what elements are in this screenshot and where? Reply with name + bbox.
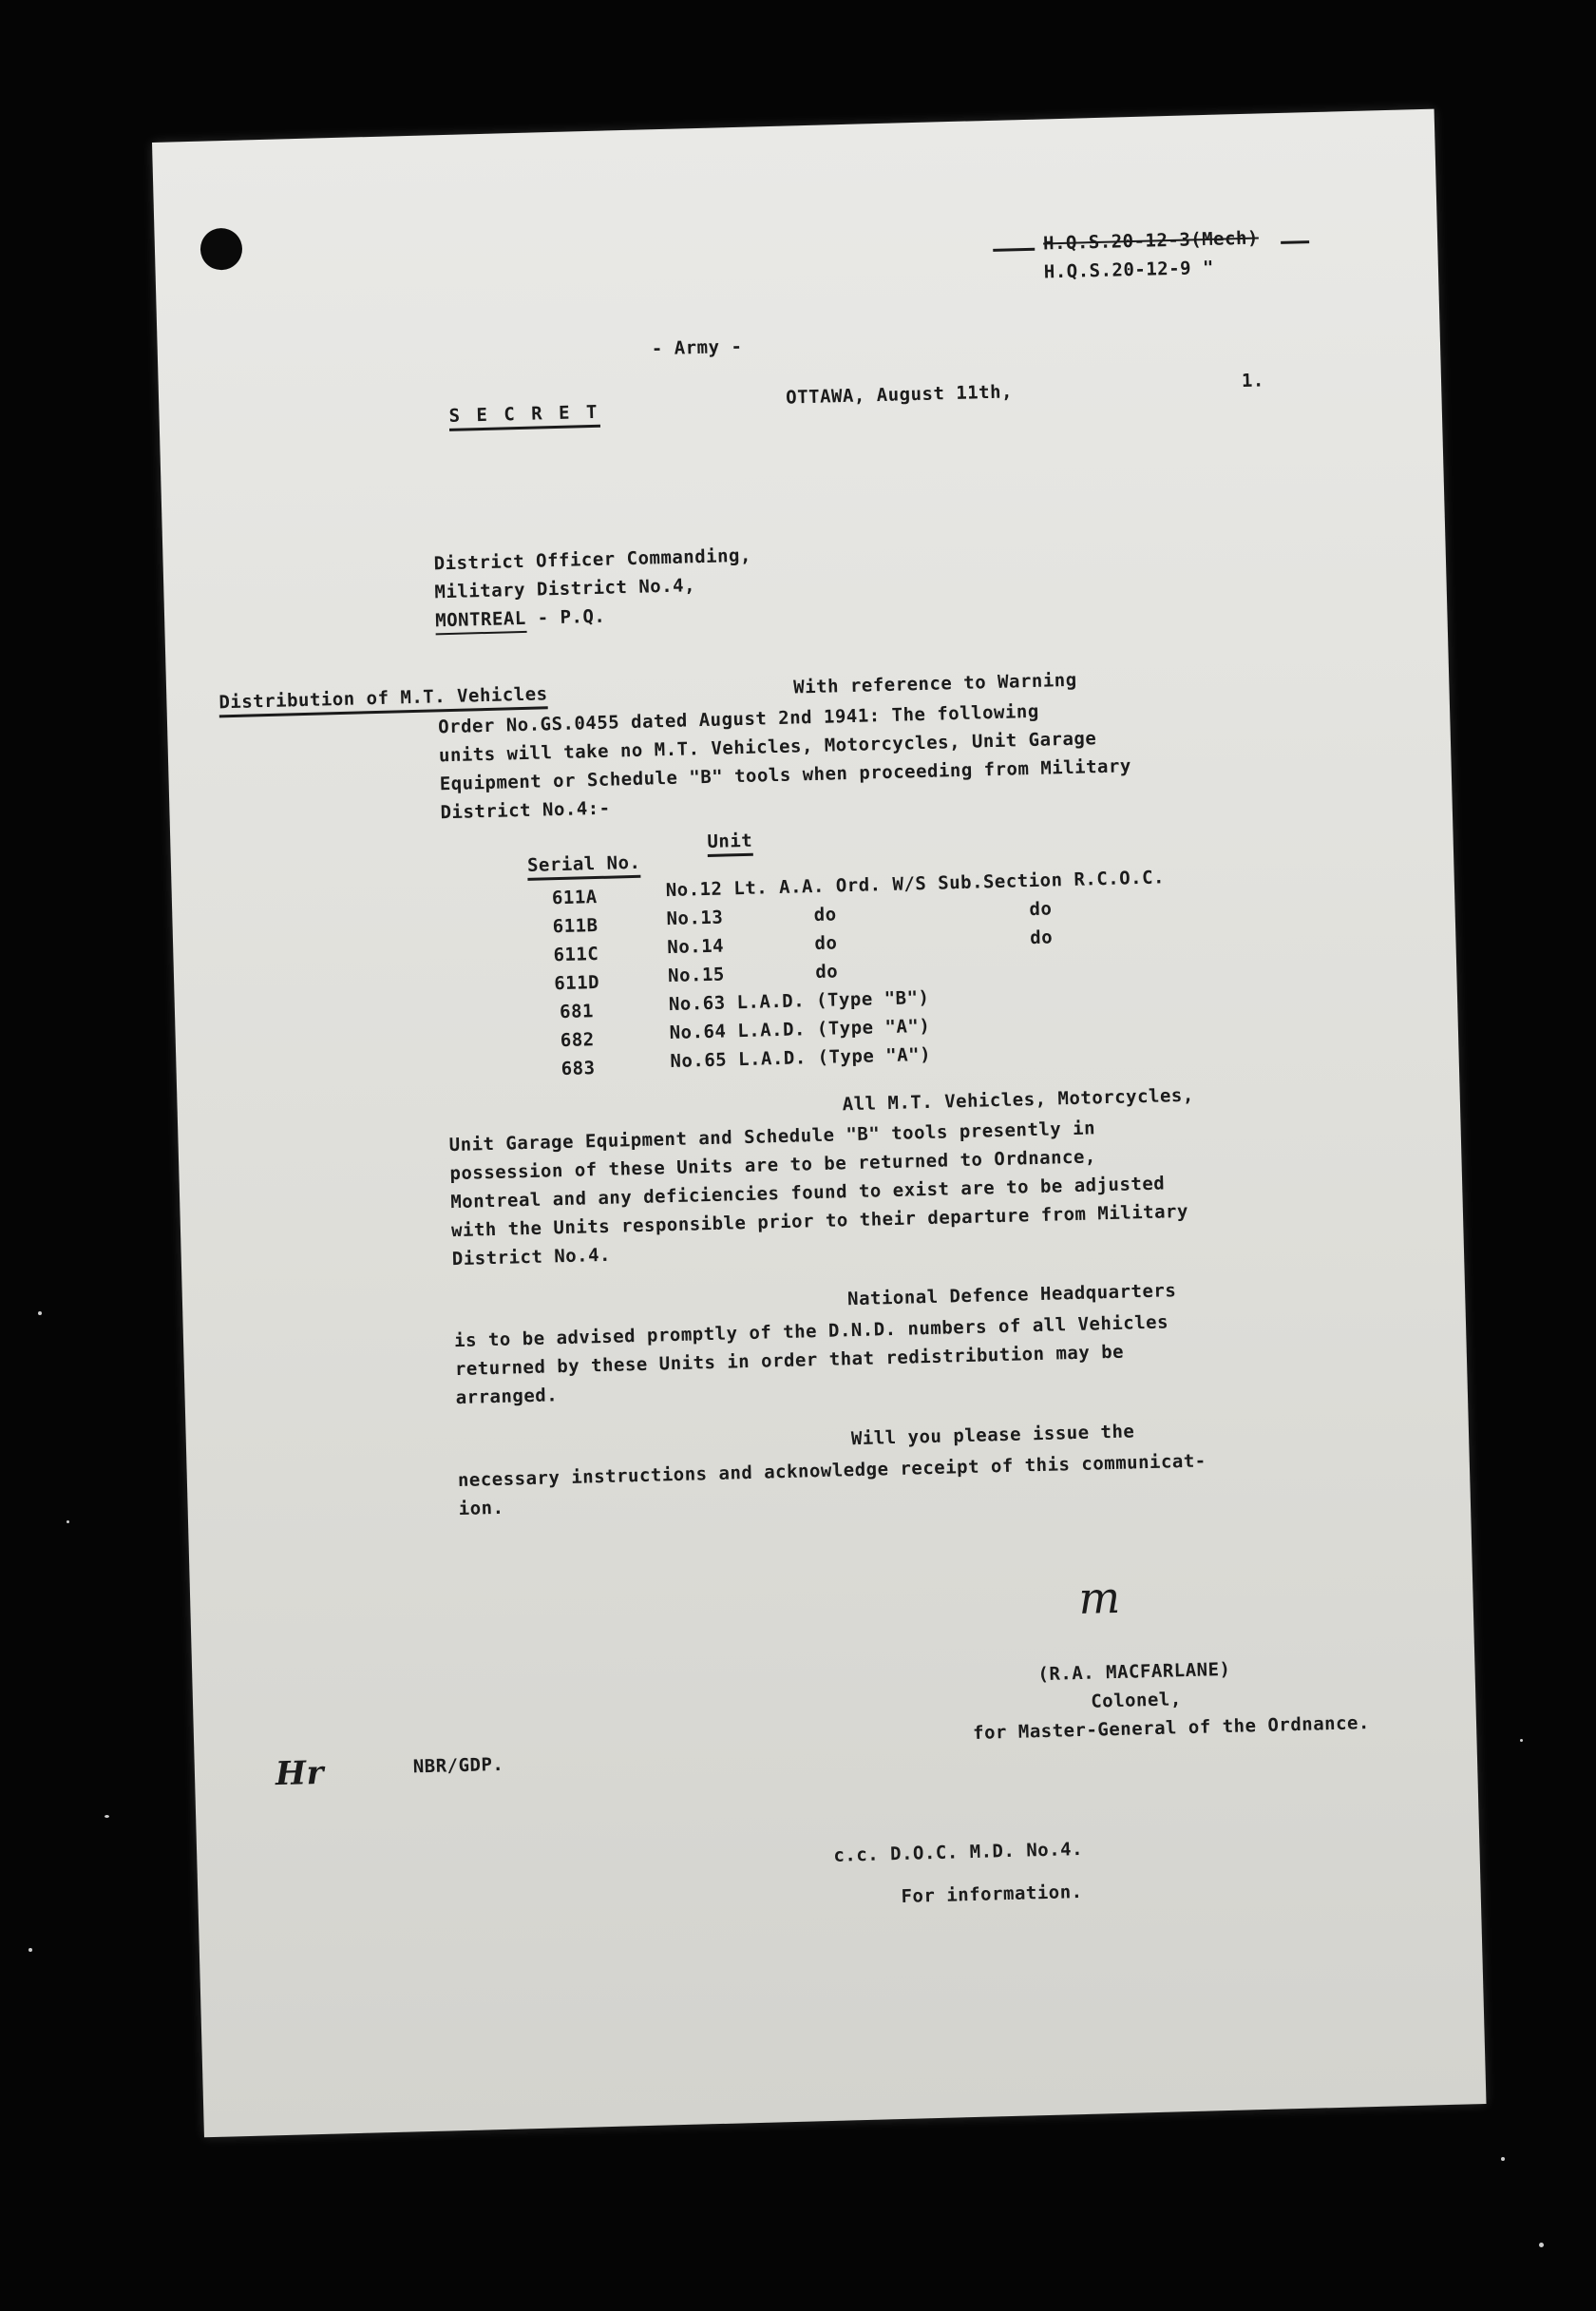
dust-speck xyxy=(104,1815,109,1818)
dust-speck xyxy=(66,1520,69,1523)
table-row-serial: 683 xyxy=(560,1058,596,1080)
table-row-unit: No.14 do do xyxy=(667,926,1054,959)
signatory-rank: Colonel, xyxy=(1090,1689,1183,1712)
address-line: District Officer Commanding, xyxy=(433,544,752,575)
table-row-serial: 681 xyxy=(559,1001,595,1023)
dust-speck xyxy=(38,1311,42,1315)
paragraph-line: arranged. xyxy=(455,1385,559,1409)
strike-dash xyxy=(1281,240,1309,244)
paragraph-line: With reference to Warning xyxy=(792,669,1077,698)
address-city: MONTREAL xyxy=(435,608,526,635)
table-row-unit: No.13 do do xyxy=(666,898,1053,930)
table-row-unit: No.64 L.A.D. (Type "A") xyxy=(669,1015,931,1044)
table-row-serial: 611C xyxy=(553,943,599,966)
dust-speck xyxy=(1539,2243,1544,2247)
paragraph-line: necessary instructions and acknowledge receipt of this communicat- xyxy=(457,1450,1206,1492)
paragraph-line: National Defence Headquarters xyxy=(846,1280,1177,1310)
signatory-for: for Master-General of the Ordnance. xyxy=(972,1712,1371,1744)
dust-speck xyxy=(28,1948,32,1952)
table-row-serial: 611B xyxy=(552,914,598,938)
file-reference-2: H.Q.S.20-12-9 " xyxy=(1043,257,1215,283)
document-page xyxy=(152,109,1487,2138)
classification-heading: S E C R E T xyxy=(448,402,599,431)
page-number: 1. xyxy=(1241,370,1265,392)
paragraph-line: Unit Garage Equipment and Schedule "B" tools presently in xyxy=(448,1117,1096,1156)
table-row-unit: No.12 Lt. A.A. Ord. W/S Sub.Section R.C.O.C. xyxy=(665,867,1166,902)
place-date: OTTAWA, August 11th, xyxy=(785,381,1014,409)
dust-speck xyxy=(1501,2157,1505,2161)
paragraph-line: District No.4. xyxy=(451,1244,612,1270)
paragraph-line: possession of these Units are to be returned to Ordnance, xyxy=(449,1146,1097,1185)
table-row-serial: 611D xyxy=(554,971,600,995)
address-city-line xyxy=(435,606,606,632)
cc-line: c.c. D.O.C. M.D. No.4. xyxy=(833,1838,1084,1866)
handwritten-signature: m xyxy=(1077,1571,1122,1624)
address-province: - P.Q. xyxy=(525,605,606,629)
signatory-name: (R.A. MACFARLANE) xyxy=(1037,1658,1231,1686)
paragraph-line: Montreal and any deficiencies found to exist are to be adjusted xyxy=(450,1173,1166,1213)
table-header-serial: Serial No. xyxy=(527,852,641,881)
cc-note: For information. xyxy=(901,1881,1083,1907)
strike-dash xyxy=(993,248,1035,252)
table-row-unit: No.15 do xyxy=(667,961,839,987)
table-row-unit: No.65 L.A.D. (Type "A") xyxy=(670,1043,932,1073)
punch-hole xyxy=(200,228,242,271)
paragraph-line: Order No.GS.0455 dated August 2nd 1941: The following xyxy=(437,700,1040,738)
table-row-serial: 611A xyxy=(551,887,598,909)
paragraph-line: Equipment or Schedule "B" tools when proceeding from Military xyxy=(439,755,1132,795)
paragraph-line: with the Units responsible prior to their departure from Military xyxy=(450,1200,1189,1242)
paragraph-line: ion. xyxy=(458,1497,504,1520)
paragraph-line: District No.4:- xyxy=(440,797,611,824)
handwritten-initials: Hr xyxy=(275,1753,325,1794)
service-heading: - Army - xyxy=(651,335,743,360)
paragraph-line: units will take no M.T. Vehicles, Motorcycles, Unit Garage xyxy=(438,728,1097,767)
dust-speck xyxy=(1520,1739,1523,1742)
paragraph-line: All M.T. Vehicles, Motorcycles, xyxy=(842,1084,1195,1116)
address-line: Military District No.4, xyxy=(434,575,696,603)
paragraph-line: Will you please issue the xyxy=(850,1421,1135,1450)
paragraph-line: returned by these Units in order that redistribution may be xyxy=(454,1341,1125,1381)
file-reference-1: H.Q.S.20-12-3(Mech) xyxy=(1042,227,1260,255)
table-row-unit: No.63 L.A.D. (Type "B") xyxy=(668,986,930,1016)
paragraph-line: is to be advised promptly of the D.N.D. numbers of all Vehicles xyxy=(453,1311,1169,1352)
table-row-serial: 682 xyxy=(560,1029,595,1052)
subject-heading: Distribution of M.T. Vehicles xyxy=(218,683,548,717)
table-header-unit: Unit xyxy=(707,831,752,857)
reference-initials: NBR/GDP. xyxy=(412,1753,504,1778)
